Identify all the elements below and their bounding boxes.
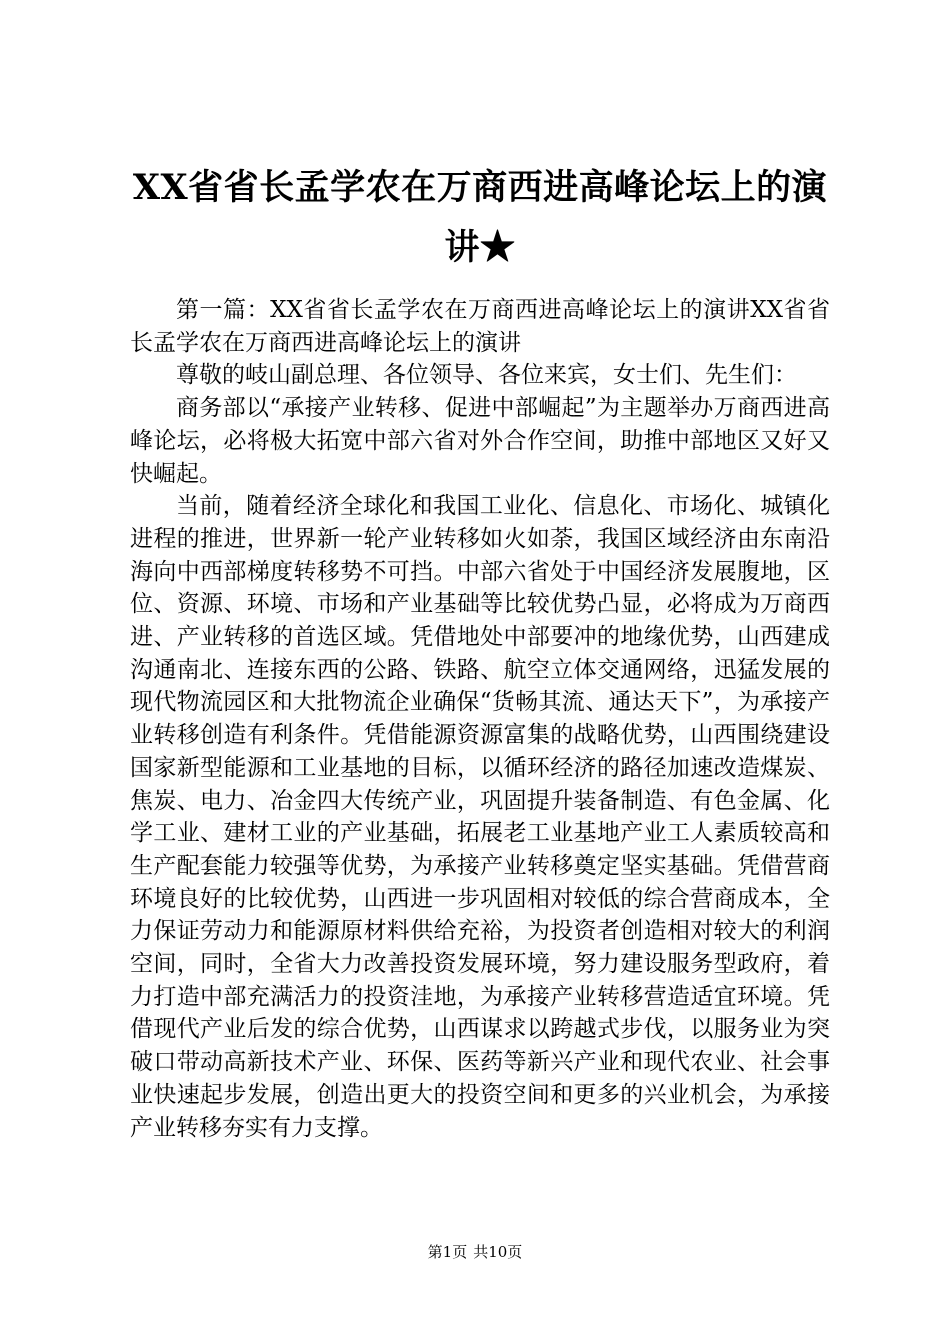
document-title [120,158,840,278]
paragraph: 商务部以“承接产业转移、促进中部崛起”为主题举办万商西进高峰论坛，必将极大拓宽中部六省对外合作空间，助推中部地区又好又快崛起。 [130,395,830,487]
paragraph: 尊敬的岐山副总理、各位领导、各位来宾，女士们、先生们： [176,362,797,389]
title-line-2: 讲★ [444,227,516,268]
page-total: 共10页 [473,1243,523,1261]
page-number: 第1页 [427,1243,468,1261]
paragraph: 当前，随着经济全球化和我国工业化、信息化、市场化、城镇化进程的推进，世界新一轮产业转移如火如荼，我国区域经济由东南沿海向中西部梯度转移势不可挡。中部六省处于中国经济发展腹地，区位、资源、环境、市场和产业基础等比较优势凸显，必将成为万商西进、产业转移的首选区域。凭借地处中部要冲的地缘优势，山西建成沟通南北、连接东西的公路、铁路、航空立体交通网络，迅猛发展的现代物流园区和大批物流企业确保“货畅其流、通达天下”，为承接产业转移创造有利条件。凭借能源资源富集的战略优势，山西围绕建设国家新型能源和工业基地的目标，以循环经济的路径加速改造煤炭、焦炭、电力、冶金四大传统产业，巩固提升装备制造、有色金属、化学工业、建材工业的产业基础，拓展老工业基地产业工人素质较高和生产配套能力较强等优势，为承接产业转移奠定坚实基础。凭借营商环境良好的比较优势，山西进一步巩固相对较低的综合营商成本，全力保证劳动力和能源原材料供给充裕，为投资者创造相对较大的利润空间，同时，全省大力改善投资发展环境，努力建设服务型政府，着力打造中部充满活力的投资洼地，为承接产业转移营造适宜环境。凭借现代产业后发的综合优势，山西谋求以跨越式步伐，以服务业为突破口带动高新技术产业、环保、医药等新兴产业和现代农业、社会事业快速起步发展，创造出更大的投资空间和更多的兴业机会，为承接产业转移夯实有力支撑。 [130,493,830,1141]
title-line-1: XX省省长孟学农在万商西进高峰论坛上的演 [132,167,828,208]
document-body [130,294,830,1144]
page-footer [0,1241,950,1262]
paragraph: 第一篇：XX省省长孟学农在万商西进高峰论坛上的演讲XX省省长孟学农在万商西进高峰论坛上的演讲 [130,297,830,356]
